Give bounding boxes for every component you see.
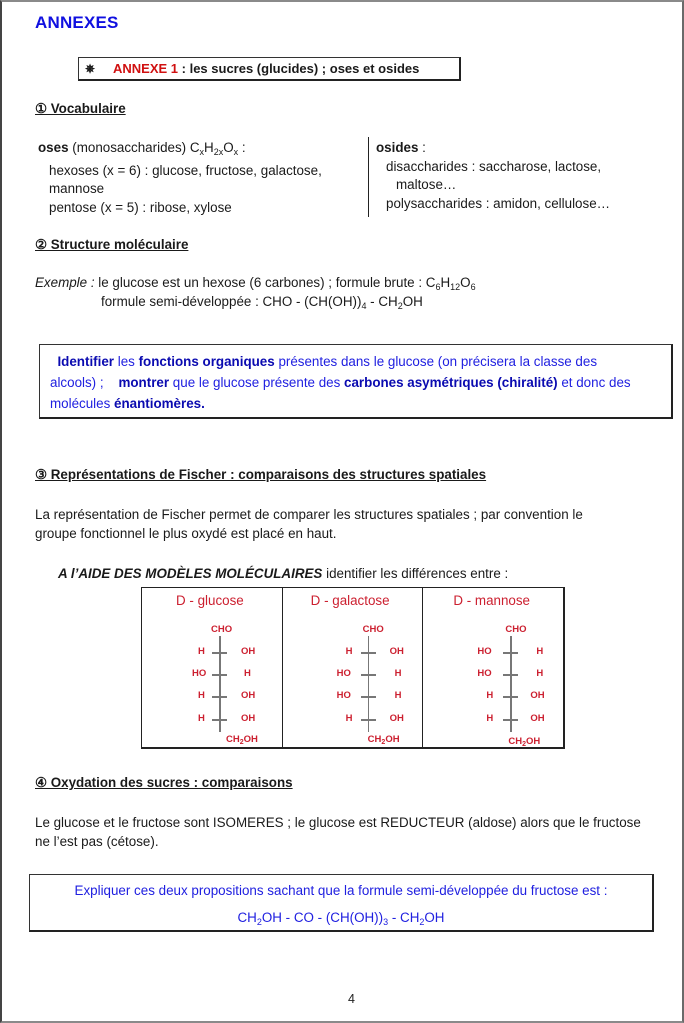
subscript: 6 [470,282,476,292]
instruction-emphasis: A l’AIDE DES MODÈLES MOLÉCULAIRES [58,566,323,581]
formula-part: O [460,275,471,290]
text: que le glucose présente des [169,375,345,390]
formula-part: OH [424,910,445,925]
bond-line [503,652,518,654]
bond-line [503,696,518,698]
subscript: x [233,147,239,157]
formula-part: - CH [366,294,398,309]
annex-heading-box [78,57,461,81]
example-label: Exemple : [35,275,95,290]
keyword: fonctions organiques [138,354,275,369]
osides-term: osides [376,140,419,155]
bottom-group [226,734,258,746]
formula-part: - CH [388,910,420,925]
formula-part: OH [243,734,258,745]
subscript: 3 [383,917,389,927]
hexoses-line-cont: mannose [49,181,105,196]
text: molécules [50,396,115,411]
formula-part: CH [226,734,240,745]
subscript: 2 [419,917,425,927]
fischer-projection [283,624,423,748]
keyword: montrer [118,375,170,390]
right-group: H [394,690,402,701]
left-group: H [198,646,205,657]
right-group: OH [389,713,404,724]
oses-text: (monosaccharides) C [68,140,200,155]
right-group: OH [530,713,545,724]
right-group: OH [389,646,404,657]
right-group: OH [241,690,256,701]
text: et donc des [557,375,631,390]
osides-text: : [418,140,426,155]
right-group: OH [530,690,545,701]
question-line [50,393,663,414]
fischer-projection [423,624,563,748]
right-group: OH [241,646,256,657]
asterisk-bullet-icon: ✵ [85,62,96,76]
formula-part: H [440,275,451,290]
right-group: OH [241,713,256,724]
polysaccharides-line: polysaccharides : amidon, cellulose… [386,195,611,211]
sugar-name: D - mannose [453,593,530,608]
bond-line [212,674,227,676]
semi-developed-formula-line [101,293,423,316]
keyword: énantiomères. [114,396,205,411]
osides-definition [376,139,610,158]
annex-label: ANNEXE 1 [113,61,179,76]
question-box-glucose [39,344,673,419]
top-group: CHO [362,624,384,635]
section-heading-fischer: ③ Représentations de Fischer : comparaisons des structures spatiales [35,467,487,482]
fischer-paragraph-line2: groupe fonctionnel le plus oxydé est placé en haut. [35,526,337,541]
subscript: 2 [381,739,386,746]
question-line [50,372,663,393]
text: présentes dans le glucose (on précisera la classe des [274,354,598,369]
formula-part: OH [525,736,541,747]
bottom-group [508,736,540,748]
bond-line [361,674,376,676]
carbon-chain-line [219,636,221,732]
formula-part: OH - CO - (CH(OH)) [261,910,384,925]
subscript: 2 [522,741,526,748]
oses-definition [38,139,322,162]
text: alcools) ; [50,375,119,390]
left-group: H [198,713,205,724]
sugar-name: D - galactose [310,593,390,608]
sugar-name: D - glucose [176,593,244,608]
subscript: 6 [435,282,441,292]
bond-line [361,652,376,654]
formula-part: CH [367,734,382,745]
page-title: ANNEXES [35,13,119,32]
carbon-chain-line [368,636,370,732]
left-group: HO [477,668,492,679]
subscript: 2x [213,147,224,157]
left-group: HO [336,668,351,679]
left-group: H [345,713,353,724]
subscript: 4 [361,301,367,311]
top-group: CHO [505,624,527,635]
bond-line [503,719,518,721]
bond-line [212,696,227,698]
section-heading-structure: ② Structure moléculaire [35,237,189,252]
formula-part: O [223,140,234,155]
fischer-paragraph-line1: La représentation de Fischer permet de comparer les structures spatiales ; par convention le [35,507,583,522]
subscript: 2 [256,917,262,927]
bond-line [503,674,518,676]
keyword: carbones asymétriques (chiralité) [344,375,558,390]
left-group: H [198,690,205,701]
subscript: 2 [397,301,403,311]
right-group: H [536,646,544,657]
keyword: Identifier [57,354,114,369]
question-line: Expliquer ces deux propositions sachant que la formule semi-développée du fructose est : [74,883,608,898]
subscript: 2 [239,739,244,746]
models-instruction [58,565,508,584]
osides-column [376,139,610,213]
page-number: 4 [348,992,355,1006]
left-group: HO [477,646,492,657]
left-group: H [486,713,494,724]
formula-part: OH [402,294,423,309]
carbon-chain-line [510,636,512,732]
left-group: H [486,690,494,701]
right-group: H [536,668,544,679]
right-group: H [394,668,402,679]
disaccharides-line: disaccharides : saccharose, lactose, [386,158,602,174]
formula-part: CH [237,910,257,925]
text: les [114,354,139,369]
bond-line [212,652,227,654]
question-line [50,351,663,372]
annex-text: : les sucres (glucides) ; oses et osides [178,61,420,76]
section-heading-oxydation: ④ Oxydation des sucres : comparaisons [35,775,293,790]
formula-part: formule semi-développée : CHO - (CH(OH)) [101,294,362,309]
question-box-fructose [29,874,654,932]
fructose-formula [30,907,652,933]
bond-line [361,696,376,698]
subscript: 12 [450,282,461,292]
fischer-projection [142,624,282,748]
oxydation-paragraph-line1: Le glucose et le fructose sont ISOMERES ; le glucose est REDUCTEUR (aldose) alors que le fructose [35,815,641,830]
formula-part: H [204,140,214,155]
pentose-line: pentose (x = 5) : ribose, xylose [49,199,232,215]
instruction-text: identifier les différences entre : [322,566,509,581]
oxydation-paragraph-line2: ne l’est pas (cétose). [35,834,159,849]
top-group: CHO [211,624,233,635]
column-divider [368,137,369,217]
left-group: H [345,646,353,657]
right-group: H [244,668,251,679]
fischer-comparison-table [141,587,565,749]
fischer-cell-galactose [283,588,424,747]
section-heading-vocabulaire: ① Vocabulaire [35,101,126,116]
fischer-cell-glucose [142,588,283,747]
example-text: le glucose est un hexose (6 carbones) ; formule brute : C [94,275,436,290]
formula-part: : [238,140,246,155]
hexoses-line: hexoses (x = 6) : glucose, fructose, galactose, [49,162,322,178]
bond-line [361,719,376,721]
left-group: HO [192,668,207,679]
oses-term: oses [38,140,69,155]
bottom-group [368,734,400,746]
left-group: HO [336,690,351,701]
fischer-cell-mannose [423,588,563,747]
bond-line [212,719,227,721]
formula-part: CH [508,736,523,747]
subscript: x [199,147,205,157]
oses-column [38,139,322,217]
disaccharides-line-cont: maltose… [396,177,457,192]
formula-part: OH [385,734,400,745]
